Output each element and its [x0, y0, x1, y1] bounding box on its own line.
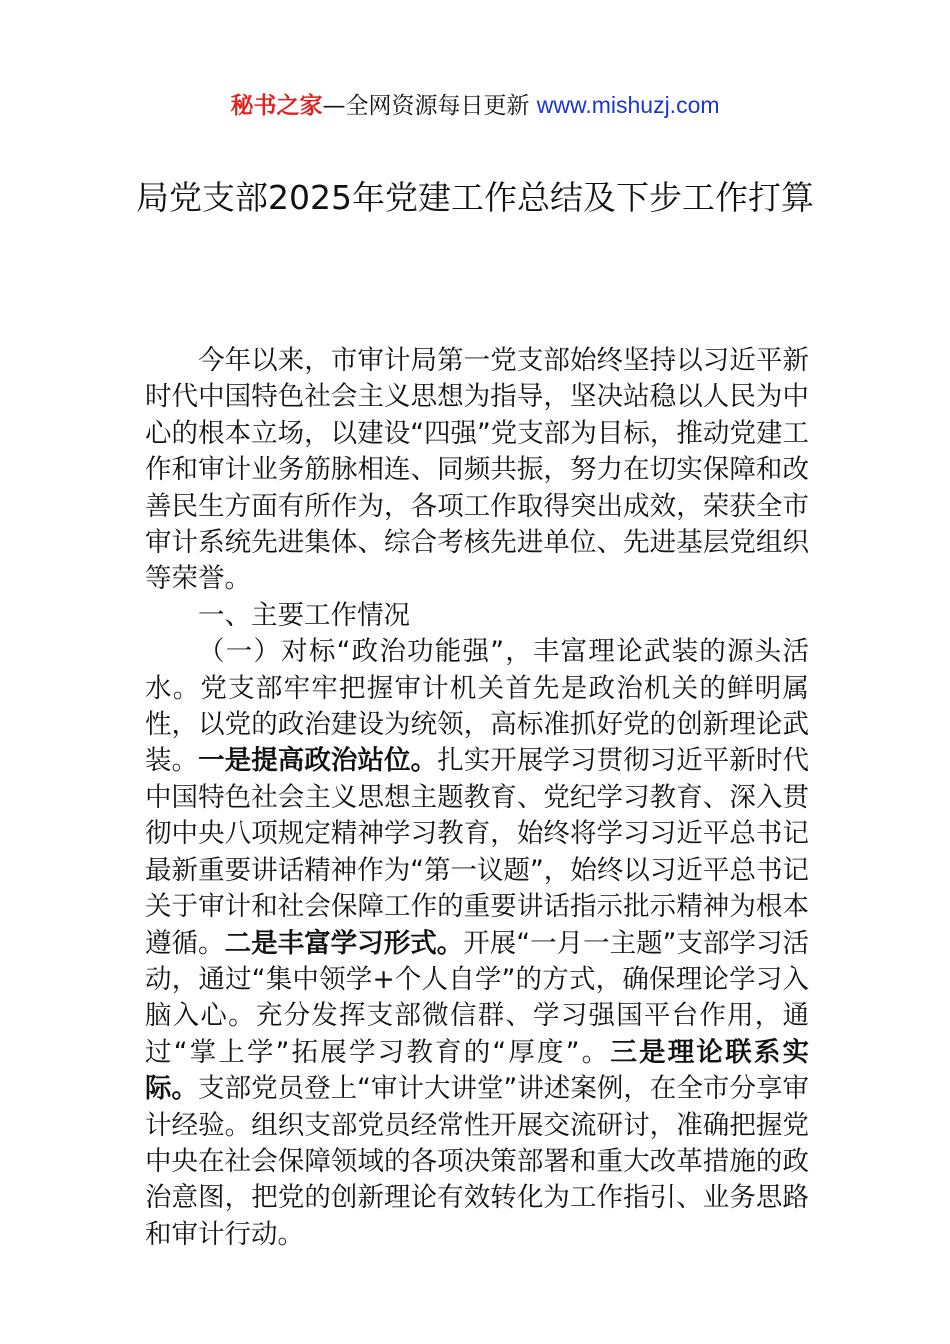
subsection-paragraph: [145, 634, 809, 1253]
document-body: [145, 343, 809, 1253]
document-title: 局党支部2025年党建工作总结及下步工作打算: [136, 178, 814, 217]
intro-paragraph: 今年以来，市审计局第一党支部始终坚持以习近平新时代中国特色社会主义思想为指导，坚决站稳以人民为中心的根本立场，以建设“四强”党支部为目标，推动党建工作和审计业务筋脉相连、同频共振，努力在切实保障和改善民生方面有所作为，各项工作取得突出成效，荣获全市审计系统先进集体、综合考核先进单位、先进基层党组织等荣誉。: [145, 345, 809, 595]
site-header: [0, 90, 950, 121]
site-tagline: —全网资源每日更新: [322, 93, 537, 119]
section-heading: 一、主要工作情况: [198, 599, 410, 631]
point-3-text: 支部党员登上“审计大讲堂”讲述案例，在全市分享审计经验。组织支部党员经常性开展交流研讨，准确把握党中央在社会保障领域的各项决策部署和重大改革措施的政治意图，把党的创新理论有效转化为工作指引、业务思路和审计行动。: [145, 1073, 809, 1250]
point-3-title: 三是理论联系实际。: [145, 1036, 810, 1105]
subsection-lead: （一）对标“政治功能强”，丰富理论武装的源头活水。党支部牢牢把握审计机关首先是政治机关的鲜明属性，以党的政治建设为统领，高标准抓好党的创新理论武装。: [145, 636, 809, 777]
point-1-title: 一是提高政治站位。: [198, 745, 438, 777]
site-url-link[interactable]: www.mishuzj.com: [536, 92, 720, 118]
point-1-text: 扎实开展学习贯彻习近平新时代中国特色社会主义思想主题教育、党纪学习教育、深入贯彻中央八项规定精神学习教育，始终将学习习近平总书记最新重要讲话精神作为“第一议题”，始终以习近平总书记关于审计和社会保障工作的重要讲话指示批示精神为根本遵循。: [145, 745, 809, 959]
point-2-title: 二是丰富学习形式。: [224, 927, 464, 959]
point-2-text: 开展“一月一主题”支部学习活动，通过“集中领学+个人自学”的方式，确保理论学习入脑入心。充分发挥支部微信群、学习强国平台作用，通过“掌上学”拓展学习教育的“厚度”。: [145, 927, 810, 1068]
site-brand: 秘书之家: [230, 93, 323, 119]
